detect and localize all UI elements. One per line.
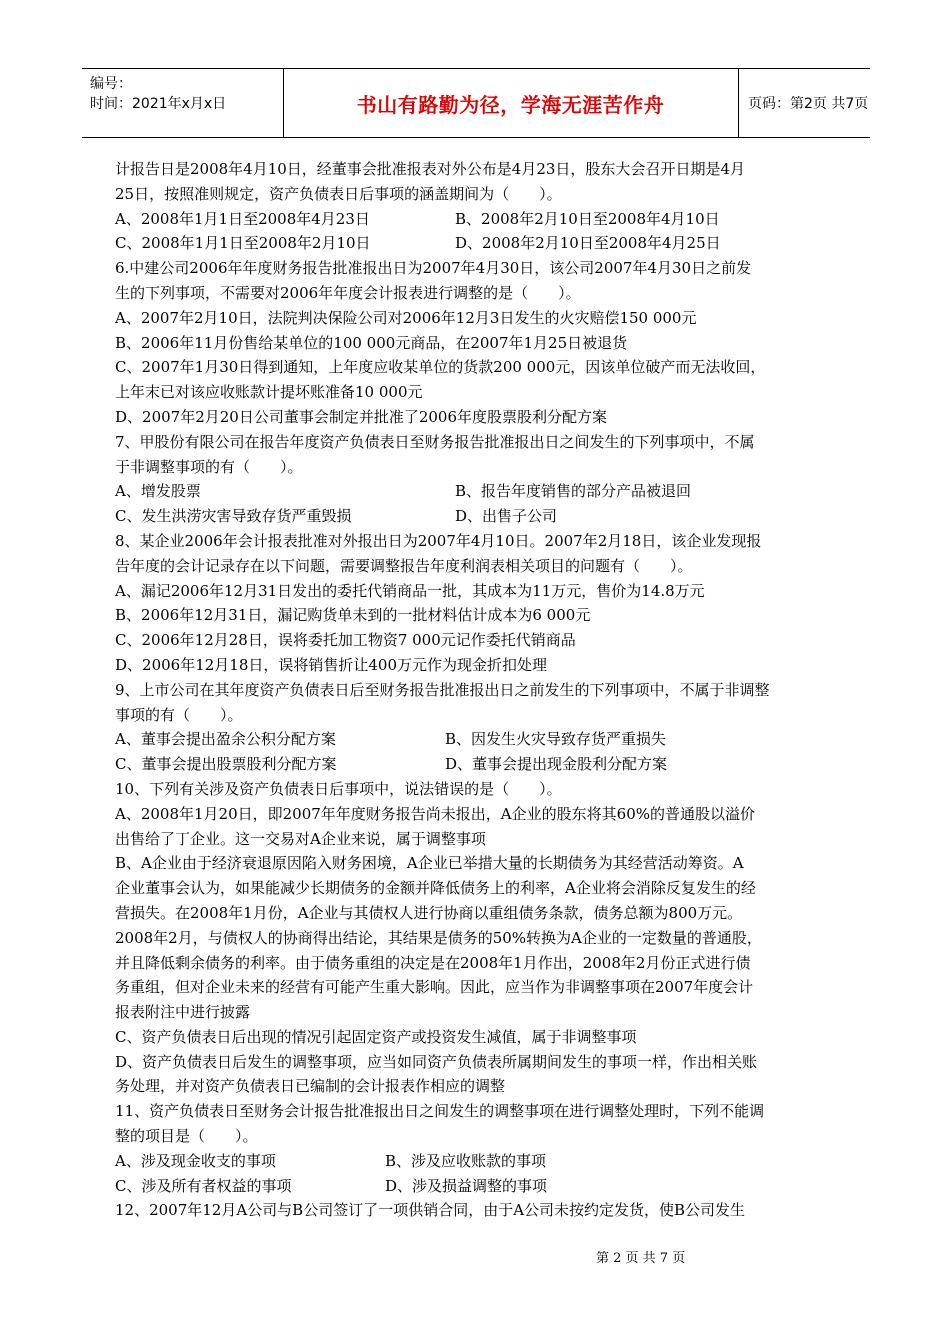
header-motto-cell xyxy=(283,69,739,137)
option-text: A、涉及现金收支的事项 xyxy=(115,1151,276,1170)
text-line: 上年末已对该应收账款计提坏账准备10 000元 xyxy=(115,383,423,402)
option-text: B、因发生火灾导致存货严重损失 xyxy=(445,730,667,749)
text-line: C、2006年12月28日，误将委托加工物资7 000元记作委托代销商品 xyxy=(115,631,576,650)
page-header xyxy=(82,68,870,138)
option-text: D、出售子公司 xyxy=(455,507,558,526)
text-line: 整的项目是（ ）。 xyxy=(115,1127,258,1146)
time-label: 时间：2021年x月x日 xyxy=(90,96,227,112)
text-line: A、2008年1月20日，即2007年年度财务报告尚未报出，A企业的股东将其60%的普通股以溢价 xyxy=(115,804,755,823)
text-line: D、2007年2月20日公司董事会制定并批准了2006年度股票股利分配方案 xyxy=(115,407,608,426)
text-line: 7、甲股份有限公司在报告年度资产负债表日至财务报告批准报出日之间发生的下列事项中，不属 xyxy=(115,432,755,451)
text-line: 并且降低剩余债务的利率。由于债务重组的决定是在2008年1月作出，2008年2月份正式进行债 xyxy=(115,953,751,972)
footer-page-number: 第 2 页 共 7 页 xyxy=(596,1251,686,1266)
text-line: B、2006年11月份售给某单位的100 000元商品，在2007年1月25日被退货 xyxy=(115,333,628,352)
text-line: B、2006年12月31日，漏记购货单未到的一批材料估计成本为6 000元 xyxy=(115,606,591,625)
text-line: B、A企业由于经济衰退原因陷入财务困境，A企业已举措大量的长期债务为其经营活动筹资。A xyxy=(115,854,744,873)
text-line: D、2006年12月18日，误将销售折让400万元作为现金折扣处理 xyxy=(115,655,548,674)
text-line xyxy=(115,504,855,529)
text-line: 8、某企业2006年会计报表批准对外报出日为2007年4月10日。2007年2月18日，该企业发现报 xyxy=(115,531,762,550)
option-text: C、发生洪涝灾害导致存货严重毁损 xyxy=(115,507,352,526)
text-line xyxy=(115,1149,855,1174)
header-meta xyxy=(82,69,284,137)
text-line: 生的下列事项，不需要对2006年年度会计报表进行调整的是（ ）。 xyxy=(115,283,581,302)
text-line: C、2007年1月30日得到通知，上年度应收某单位的货款200 000元，因该单位破产而无法收回， xyxy=(115,358,766,377)
option-text: B、2008年2月10日至2008年4月10日 xyxy=(455,209,720,228)
header-page-info: 页码：第2页 共7页 xyxy=(748,96,869,112)
text-line: 10、下列有关涉及资产负债表日后事项中，说法错误的是（ ）。 xyxy=(115,779,562,798)
text-line: A、2007年2月10日，法院判决保险公司对2006年12月3日发生的火灾赔偿150 000元 xyxy=(115,308,697,327)
text-line xyxy=(115,479,855,504)
header-page-cell xyxy=(738,69,870,137)
text-line: D、资产负债表日后发生的调整事项，应当如同资产负债表所属期间发生的事项一样，作出相关账 xyxy=(115,1052,758,1071)
text-line: 计报告日是2008年4月10日，经董事会批准报表对外公布是4月23日，股东大会召开日期是4月 xyxy=(115,160,745,178)
option-text: D、涉及损益调整的事项 xyxy=(385,1176,548,1195)
text-line xyxy=(115,727,855,752)
option-text: A、2008年1月1日至2008年4月23日 xyxy=(115,209,370,228)
text-line: 出售给了丁企业。这一交易对A企业来说，属于调整事项 xyxy=(115,829,486,848)
text-line: 9、上市公司在其年度资产负债表日后至财务报告批准报出日之前发生的下列事项中，不属于非调整 xyxy=(115,680,770,699)
text-line: 于非调整事项的有（ ）。 xyxy=(115,457,303,476)
text-line: 企业董事会认为，如果能减少长期债务的金额并降低债务上的利率，A企业将会消除反复发生的经 xyxy=(115,879,756,898)
text-line: 12、2007年12月A公司与B公司签订了一项供销合同，由于A公司未按约定发货，使B公司发生 xyxy=(115,1201,746,1220)
text-line: 6.中建公司2006年年度财务报告批准报出日为2007年4月30日，该公司2007年4月30日之前发 xyxy=(115,259,752,278)
text-line xyxy=(115,752,855,777)
text-line xyxy=(115,231,855,256)
text-line: 营损失。在2008年1月份，A企业与其债权人进行协商以重组债务条款，债务总额为800万元。 xyxy=(115,903,743,922)
text-line: 2008年2月，与债权人的协商得出结论，其结果是债务的50%转换为A企业的一定数量的普通股， xyxy=(115,928,762,947)
text-line xyxy=(115,207,855,232)
text-line: 务处理，并对资产负债表日已编制的会计报表作相应的调整 xyxy=(115,1077,506,1096)
text-line: C、资产负债表日后出现的情况引起固定资产或投资发生减值，属于非调整事项 xyxy=(115,1027,637,1046)
option-text: D、董事会提出现金股利分配方案 xyxy=(445,755,668,774)
option-text: D、2008年2月10日至2008年4月25日 xyxy=(455,234,721,253)
text-line: 事项的有（ ）。 xyxy=(115,705,243,724)
header-motto: 书山有路勤为径，学海无涯苦作舟 xyxy=(356,92,665,117)
option-text: B、报告年度销售的部分产品被退回 xyxy=(455,482,692,501)
text-line: A、漏记2006年12月31日发出的委托代销商品一批，其成本为11万元，售价为14.8万元 xyxy=(115,581,705,600)
text-line: 务重组，但对企业未来的经营有可能产生重大影响。因此，应当作为非调整事项在2007年度会计 xyxy=(115,978,754,997)
text-line: 报表附注中进行披露 xyxy=(115,1003,251,1022)
text-line xyxy=(115,1174,855,1199)
text-line: 25日，按照准则规定，资产负债表日后事项的涵盖期间为（ ）。 xyxy=(115,184,562,203)
document-body xyxy=(115,157,855,1223)
number-label: 编号： xyxy=(90,76,132,92)
option-text: B、涉及应收账款的事项 xyxy=(385,1151,547,1170)
text-line: 11、资产负债表日至财务会计报告批准报出日之间发生的调整事项在进行调整处理时，下列不能调 xyxy=(115,1102,765,1121)
option-text: C、2008年1月1日至2008年2月10日 xyxy=(115,234,371,253)
option-text: C、董事会提出股票股利分配方案 xyxy=(115,755,337,774)
option-text: A、增发股票 xyxy=(115,482,201,501)
option-text: C、涉及所有者权益的事项 xyxy=(115,1176,292,1195)
option-text: A、董事会提出盈余公积分配方案 xyxy=(115,730,336,749)
text-line: 告年度的会计记录存在以下问题，需要调整报告年度利润表相关项目的问题有（ ）。 xyxy=(115,556,693,575)
